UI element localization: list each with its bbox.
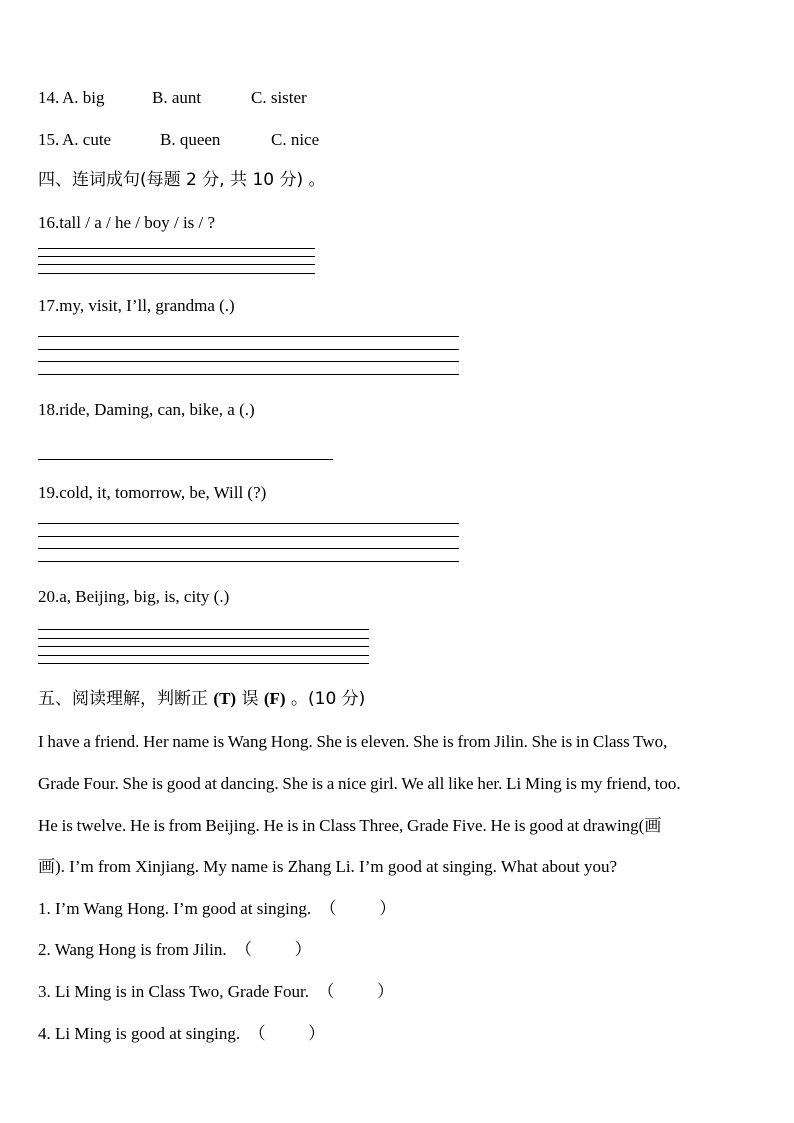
- answer-line: [38, 374, 459, 375]
- item-words: ride, Daming, can, bike, a (.): [59, 400, 255, 419]
- section5-title: [38, 688, 365, 710]
- item-17: [38, 296, 235, 316]
- item-18: [38, 400, 255, 420]
- item-words: tall / a / he / boy / is / ?: [59, 213, 216, 232]
- true-marker: (T): [213, 689, 237, 708]
- question-4: 4. Li Ming is good at singing. （ ）: [38, 1024, 326, 1043]
- choice-c: C. nice: [271, 130, 320, 149]
- section4-title: 四、连词成句(每题 2 分, 共 10 分) 。: [38, 170, 326, 190]
- question-1: 1. I’m Wang Hong. I’m good at singing. （ ）: [38, 899, 397, 918]
- item-number: 16.: [38, 213, 60, 232]
- answer-line: [38, 561, 459, 562]
- item-number: 20.: [38, 587, 60, 606]
- answer-line: [38, 663, 369, 664]
- item-19: [38, 483, 266, 503]
- passage-line: I have a friend. Her name is Wang Hong. She is eleven. She is from Jilin. She is in Class Two,: [38, 732, 668, 751]
- choice-number: 15.: [38, 130, 60, 149]
- item-words: cold, it, tomorrow, be, Will (?): [59, 483, 267, 502]
- answer-line: [38, 336, 459, 337]
- answer-line: [38, 273, 315, 274]
- item-words: my, visit, I’ll, grandma (.): [59, 296, 235, 315]
- choice-a: A. cute: [62, 130, 112, 149]
- choice-b: B. aunt: [152, 88, 202, 107]
- choice-b: B. queen: [160, 130, 221, 149]
- answer-line: [38, 655, 369, 656]
- section5-title-text: 五、阅读理解，判断正: [38, 689, 214, 709]
- item-words: a, Beijing, big, is, city (.): [59, 587, 230, 606]
- answer-line: [38, 646, 369, 647]
- answer-line: [38, 523, 459, 524]
- choice-number: 14.: [38, 88, 60, 107]
- answer-line: [38, 256, 315, 257]
- passage-line: 画). I’m from Xinjiang. My name is Zhang Li. I’m good at singing. What about you?: [38, 857, 617, 876]
- item-number: 17.: [38, 296, 60, 315]
- answer-line: [38, 638, 369, 639]
- item-20: [38, 587, 229, 607]
- answer-line: [38, 459, 333, 460]
- question-2: 2. Wang Hong is from Jilin. （ ）: [38, 940, 312, 959]
- false-marker: (F): [263, 689, 286, 708]
- answer-line: [38, 248, 315, 249]
- choice-c: C. sister: [251, 88, 307, 107]
- item-number: 19.: [38, 483, 60, 502]
- answer-line: [38, 264, 315, 265]
- passage-line: He is twelve. He is from Beijing. He is in Class Three, Grade Five. He is good at drawing(画: [38, 816, 662, 835]
- section5-title-text: 误: [236, 689, 264, 709]
- passage-line: Grade Four. She is good at dancing. She is a nice girl. We all like her. Li Ming is my friend, too.: [38, 774, 681, 793]
- choice-a: A. big: [62, 88, 105, 107]
- answer-line: [38, 536, 459, 537]
- answer-line: [38, 349, 459, 350]
- section5-title-text: 。(10 分): [285, 689, 366, 709]
- question-3: 3. Li Ming is in Class Two, Grade Four. （ ）: [38, 982, 394, 1001]
- answer-line: [38, 548, 459, 549]
- answer-line: [38, 361, 459, 362]
- answer-line: [38, 629, 369, 630]
- item-number: 18.: [38, 400, 60, 419]
- item-16: [38, 213, 215, 233]
